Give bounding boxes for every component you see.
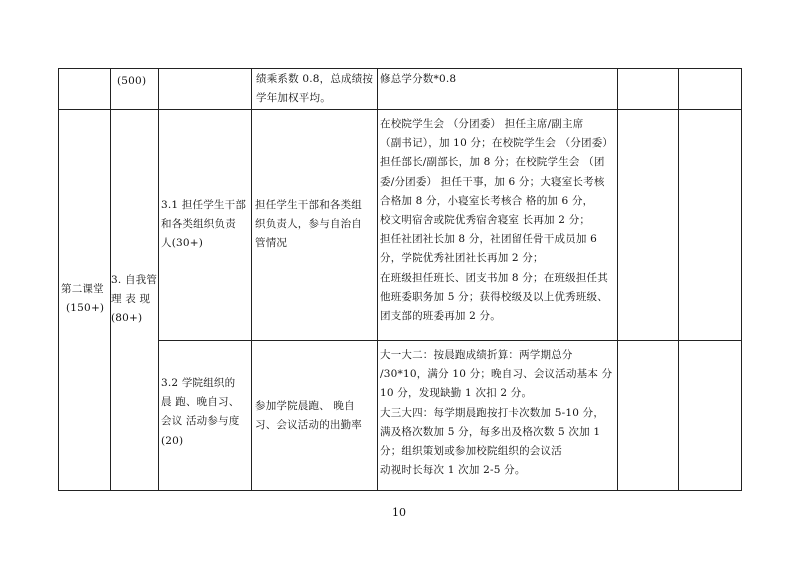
rules-table [58,68,742,491]
rule-line: /30*10，满分 10 分；晚自习、会议活动基本 分 [380,368,613,381]
subcategory-cell [111,271,157,329]
row-divider [58,109,742,110]
rule-line: 满及格次数加 5 分，每多出及格次数 5 次加 1 [380,425,601,438]
rule-line: 合格加 8 分，小寝室长考核合 格的加 6 分， [380,194,594,207]
rule-line: 分；组织策划或参加校院组织的会议活 [380,445,562,458]
rule-line: 动视时长每次 1 次加 2-5 分。 [380,464,526,477]
text-line: 3.1 担任学生干部 [161,199,247,211]
score-cell: (500) [117,75,147,87]
text-line: 织负责人，参与自治自 [255,218,362,231]
rule-line: 在校院学生会 （分团委） 担任主席/副主席 [380,118,584,130]
table-border-left [58,68,59,491]
rule-line: 担任部长/副部长，加 8 分；在校院学生会 （团 [380,156,605,169]
text-line: (80+) [111,312,143,325]
rule-line: 大一大二：按晨跑成绩折算：两学期总分 [380,349,573,361]
text-line: 管情况 [255,237,288,250]
column-divider [617,68,618,491]
item-name-cell [161,196,246,254]
rule-line: 团支部的班委再加 2 分。 [380,310,501,323]
text-line: (20) [161,434,184,447]
item-name-cell [161,374,239,451]
page-number: 10 [392,506,406,519]
category-cell [61,280,104,318]
rule-line: 大三大四：每学期晨跑按打卡次数加 5-10 分， [380,406,605,419]
rule-line: 委/分团委） 担任干事，加 6 分；大寝室长考核 [380,175,605,188]
text-line: 担任学生干部和各类组 [255,199,362,211]
scoring-rules-cell [380,115,613,326]
rule-line: 10 分，发现缺勤 1 次扣 2 分。 [380,387,533,400]
category-name: 第二课堂 [61,283,104,295]
text-line: 人(30+) [161,237,204,250]
text-line: 绩乘系数 0.8，总成绩按 [256,73,374,85]
evaluation-content-cell [256,70,373,108]
column-divider [678,68,679,491]
text-line: 理 表 现 [111,293,151,306]
item-content-cell [255,196,362,254]
text-line: 参加学院晨跑、 晚自 [255,400,355,412]
category-score: (150+) [66,302,105,315]
text-line: 和各类组织负责 [161,218,236,231]
text-line: 学年加权平均。 [256,92,331,105]
text-line: 习、会议活动的出勤率 [255,419,362,432]
text-line: 会议 活动参与度 [161,415,240,428]
table-border-right [741,68,742,491]
rule-line: 在班级担任班长、团支书加 8 分；在班级担任其 [380,271,608,284]
rule-line: 他班委职务加 5 分；获得校级及以上优秀班级、 [380,290,608,303]
text-line: 3.2 学院组织的 [161,377,236,389]
column-divider [377,68,378,491]
row-divider [158,340,742,341]
table-border-top [58,68,742,69]
column-divider [158,68,159,491]
rule-line: 分，学院优秀社团社长再加 2 分； [380,252,544,265]
table-border-bottom [58,490,742,491]
rule-line: 校文明宿舍或院优秀宿舍寝室 长再加 2 分； [380,214,591,227]
scoring-rules-cell [380,346,612,480]
text-line: 3. 自我管 [111,274,158,286]
text-line: 晨 跑、晚自习、 [161,396,240,409]
scoring-rule-cell: 修总学分数*0.8 [380,73,457,85]
column-divider [251,68,252,491]
item-content-cell [255,397,362,435]
rule-line: （副书记），加 10 分；在校院学生会 （分团委） [380,137,614,150]
rule-line: 担任社团社长加 8 分，社团留任骨干成员加 6 [380,233,597,246]
